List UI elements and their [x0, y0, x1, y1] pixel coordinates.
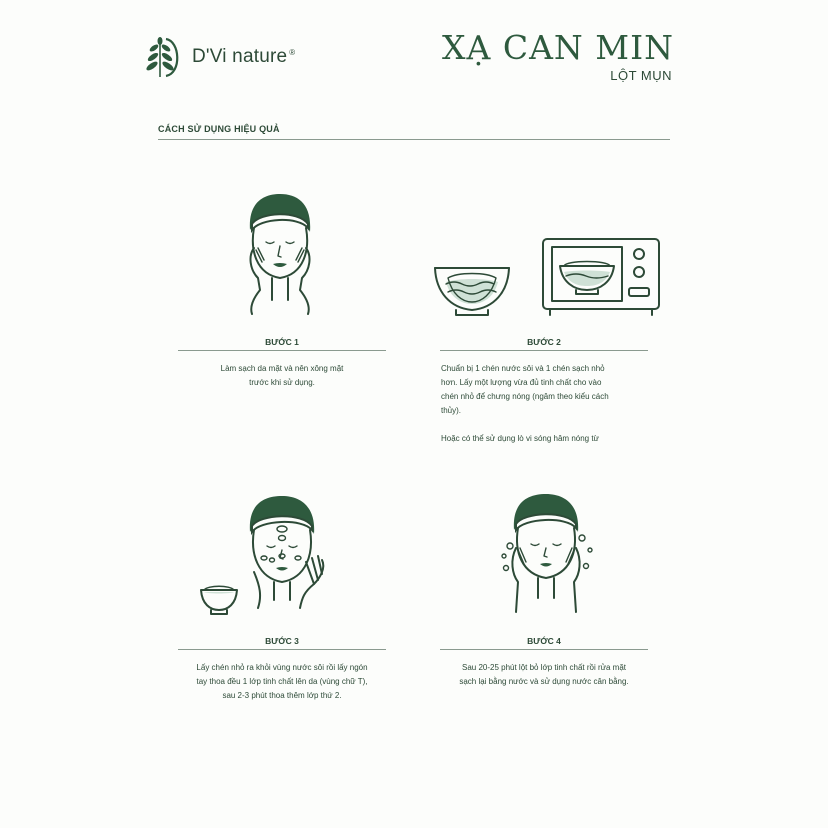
step-1-label: BƯỚC 1 [265, 337, 299, 347]
section-divider [158, 139, 670, 140]
product-subtitle: LỘT MỤN [610, 68, 672, 83]
double-bowl-icon [432, 262, 512, 318]
step-2-description [441, 362, 655, 446]
product-title: XẠ CAN MIN [442, 28, 674, 67]
step-3-divider [178, 649, 386, 650]
registered-mark: ® [289, 47, 296, 57]
brand-name: D'Vi nature ® [192, 46, 296, 67]
desc-line: Lấy chén nhỏ ra khỏi vùng nước sôi rồi lấy ngón [196, 663, 368, 672]
step-1-description [178, 362, 386, 390]
step-2-label: BƯỚC 2 [527, 337, 561, 347]
step-3-description [172, 661, 392, 703]
face-hands-icon [238, 190, 322, 316]
step-4-divider [440, 649, 648, 650]
step-2-divider [440, 350, 648, 351]
desc-line: thủy). [441, 406, 462, 415]
desc-line: sạch lại bằng nước và sử dụng nước cân bằng. [459, 677, 629, 686]
desc-line: trước khi sử dụng. [249, 378, 315, 387]
leaf-branch-logo-icon [146, 35, 182, 79]
face-washing-icon [496, 490, 598, 614]
face-applying-icon [240, 492, 332, 610]
step-3-label: BƯỚC 3 [265, 636, 299, 646]
small-bowl-icon [198, 582, 240, 616]
desc-line: Sau 20-25 phút lột bỏ lớp tinh chất rồi rửa mặt [461, 663, 627, 672]
section-title: CÁCH SỬ DỤNG HIỆU QUẢ [158, 124, 280, 134]
desc-line: hơn. Lấy một lượng vừa đủ tinh chất cho vào [441, 378, 602, 387]
microwave-icon [540, 236, 662, 318]
desc-line: tay thoa đều 1 lớp tinh chất lên da (vùng chữ T), [196, 677, 368, 686]
step-4-description [436, 661, 652, 689]
step-1-divider [178, 350, 386, 351]
step-4-label: BƯỚC 4 [527, 636, 561, 646]
desc-line-extra: Hoặc có thể sử dụng lò vi sóng hâm nóng từ [441, 434, 599, 443]
desc-line: sau 2-3 phút thoa thêm lớp thứ 2. [222, 691, 342, 700]
desc-line: Làm sạch da mặt và nên xông mặt [220, 364, 344, 373]
desc-line: Chuẩn bị 1 chén nước sôi và 1 chén sạch nhỏ [441, 364, 605, 373]
desc-line: chén nhỏ để chưng nóng (ngâm theo kiểu cách [441, 392, 609, 401]
